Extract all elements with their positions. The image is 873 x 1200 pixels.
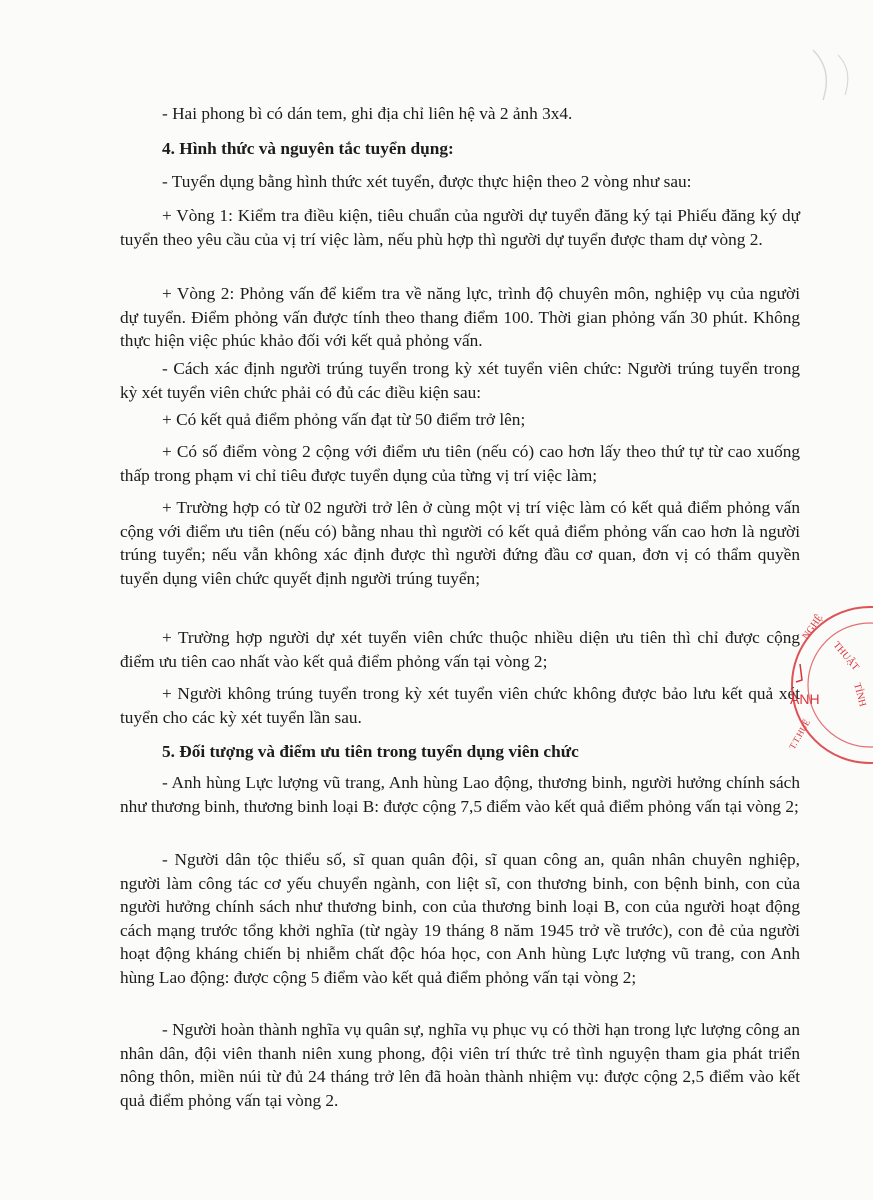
- paragraph-no-reservation: + Người không trúng tuyển trong kỳ xét tuyển viên chức không được bảo lưu kết quả xét tuyển cho các kỳ xét tuyển lần sau.: [120, 684, 800, 727]
- section-heading-4: 4. Hình thức và nguyên tắc tuyển dụng:: [162, 139, 454, 158]
- paragraph-priority-5: - Người dân tộc thiểu số, sĩ quan quân đội, sĩ quan công an, quân nhân chuyên nghiệp, người làm công tác cơ yếu chuyển ngành, con liệt sĩ, con thương binh, con bệnh binh, con của người hưởng chính sách như thương binh, con của thương binh loại B, con của người hoạt động cách mạng trước tổng khởi nghĩa (từ ngày 19 tháng 8 năm 1945 trở về trước), con đẻ của người hoạt động kháng chiến bị nhiễm chất độc hóa học, con Anh hùng Lực lượng vũ trang, con Anh hùng Lao động: được cộng 5 điểm vào kết quả điểm phỏng vấn tại vòng 2;: [120, 850, 800, 987]
- section-heading-5: 5. Đối tượng và điểm ưu tiên trong tuyển dụng viên chức: [162, 742, 579, 761]
- svg-text:NGHỆ: NGHỆ: [800, 612, 826, 642]
- paragraph-multiple-priority: + Trường hợp người dự xét tuyển viên chức thuộc nhiều diện ưu tiên thì chỉ được cộng điểm ưu tiên cao nhất vào kết quả điểm phỏng vấn tại vòng 2;: [120, 628, 800, 671]
- bleed-through-mark: [803, 40, 863, 110]
- svg-text:T.T.HUẾ: T.T.HUẾ: [787, 717, 813, 751]
- paragraph-round-1: + Vòng 1: Kiểm tra điều kiện, tiêu chuẩn của người dự tuyển đăng ký tại Phiếu đăng ký dự tuyển theo yêu cầu của vị trí việc làm, nếu phù hợp thì người dự tuyển được tham dự vòng 2.: [120, 206, 800, 249]
- paragraph-recruitment-form: - Tuyển dụng bằng hình thức xét tuyển, được thực hiện theo 2 vòng như sau:: [162, 172, 692, 191]
- paragraph-selection-method: - Cách xác định người trúng tuyển trong kỳ xét tuyển viên chức: Người trúng tuyển trong kỳ xét tuyển viên chức phải có đủ các điều kiện sau:: [120, 359, 800, 402]
- svg-text:THUẬT: THUẬT: [830, 639, 861, 673]
- paragraph-envelopes: - Hai phong bì có dán tem, ghi địa chỉ liên hệ và 2 ảnh 3x4.: [162, 104, 573, 123]
- red-seal-stamp: [770, 600, 873, 770]
- paragraph-ranking: + Có số điểm vòng 2 cộng với điểm ưu tiên (nếu có) cao hơn lấy theo thứ tự từ cao xuống thấp trong phạm vi chỉ tiêu được tuyển dụng của từng vị trí việc làm;: [120, 442, 800, 485]
- svg-text:ANH: ANH: [790, 691, 820, 707]
- paragraph-min-score: + Có kết quả điểm phỏng vấn đạt từ 50 điểm trở lên;: [162, 410, 526, 429]
- paragraph-priority-2-5: - Người hoàn thành nghĩa vụ quân sự, nghĩa vụ phục vụ có thời hạn trong lực lượng công an nhân dân, đội viên thanh niên xung phong, đội viên trí thức trẻ tình nguyện tham gia phát triển nông thôn, miền núi từ đủ 24 tháng trở lên đã hoàn thành nhiệm vụ: được cộng 2,5 điểm vào kết quả điểm phỏng vấn tại vòng 2.: [120, 1020, 800, 1110]
- paragraph-priority-7-5: - Anh hùng Lực lượng vũ trang, Anh hùng Lao động, thương binh, người hưởng chính sách như thương binh, thương binh loại B: được cộng 7,5 điểm vào kết quả điểm phỏng vấn tại vòng 2;: [120, 773, 800, 816]
- paragraph-tie-break: + Trường hợp có từ 02 người trở lên ở cùng một vị trí việc làm có kết quả điểm phỏng vấn cộng với điểm ưu tiên (nếu có) bằng nhau thì người có kết quả điểm phỏng vấn cao hơn là người trúng tuyển; nếu vẫn không xác định được thì người đứng đầu cơ quan, đơn vị có thẩm quyền tuyển dụng viên chức quyết định người trúng tuyển;: [120, 498, 800, 588]
- paragraph-round-2: + Vòng 2: Phỏng vấn để kiểm tra về năng lực, trình độ chuyên môn, nghiệp vụ của người dự tuyển. Điểm phỏng vấn được tính theo thang điểm 100. Thời gian phỏng vấn 30 phút. Không thực hiện việc phúc khảo đối với kết quả phỏng vấn.: [120, 284, 800, 350]
- svg-text:TỈNH: TỈNH: [851, 681, 868, 708]
